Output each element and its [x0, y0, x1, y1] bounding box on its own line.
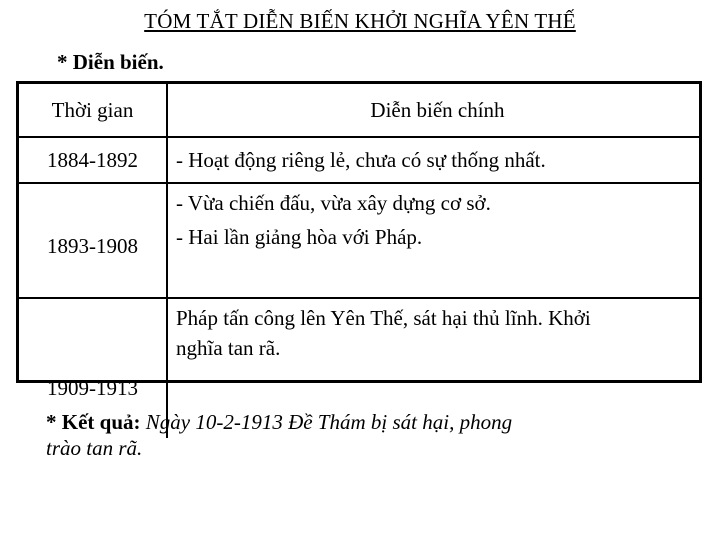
section-heading: * Diễn biến. — [57, 50, 164, 74]
event-line: - Hai lần giảng hòa với Pháp. — [176, 225, 423, 249]
event-line: Pháp tấn công lên Yên Thế, sát hại thủ lĩnh. Khởi — [176, 306, 591, 330]
row-event — [167, 183, 699, 298]
event-line: nghĩa tan rã. — [176, 336, 281, 360]
row-time: 1884-1892 — [19, 137, 167, 183]
event-line: - Vừa chiến đấu, vừa xây dựng cơ sở. — [176, 191, 491, 215]
table-row — [19, 137, 699, 183]
timeline-table — [19, 84, 699, 438]
page-title: TÓM TẮT DIỄN BIẾN KHỞI NGHĨA YÊN THẾ — [144, 9, 576, 33]
timeline-table-frame — [16, 81, 702, 400]
result-text: Ngày 10-2-1913 Đề Thám bị sát hại, phong — [140, 410, 513, 434]
table-row — [19, 183, 699, 298]
result-text-continued: trào tan rã. — [46, 436, 143, 460]
header-event: Diễn biến chính — [167, 84, 699, 137]
event-line: - Hoạt động riêng lẻ, chưa có sự thống nhất. — [176, 148, 546, 172]
result-paragraph — [46, 409, 606, 461]
result-label: * Kết quả: — [46, 410, 141, 434]
row-time: 1893-1908 — [19, 183, 167, 298]
table-header-row — [19, 84, 699, 137]
row-event — [167, 137, 699, 183]
row-time: 1909-1913 — [19, 298, 167, 438]
header-time: Thời gian — [19, 84, 167, 137]
